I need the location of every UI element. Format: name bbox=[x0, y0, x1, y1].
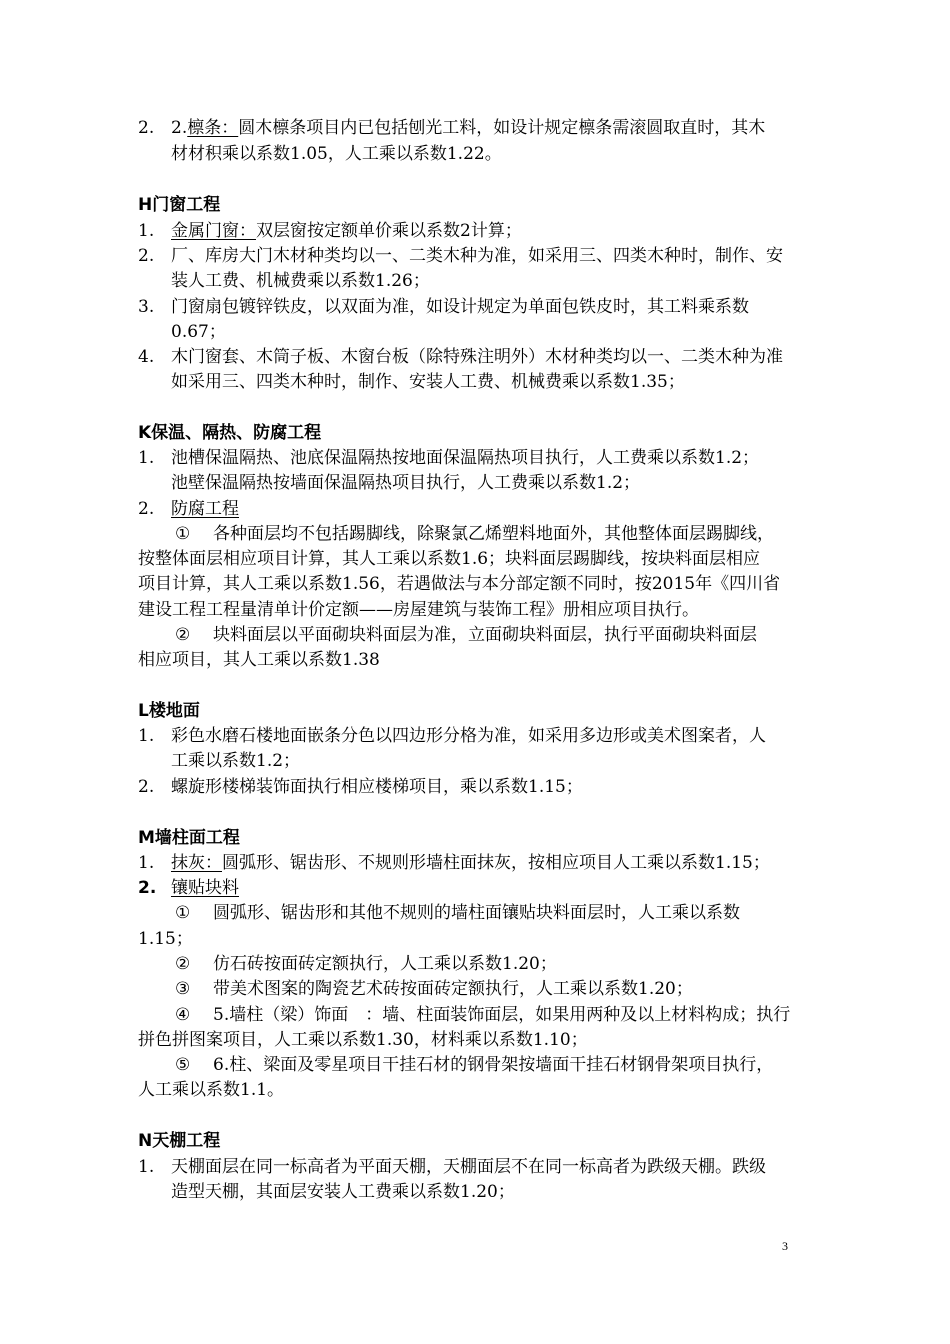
sub-item: 块料面层以平面砌块料面层为准，立面砌块料面层，执行平面砌块料面层 bbox=[213, 625, 757, 645]
section-heading: L楼地面 bbox=[138, 701, 200, 721]
item-continuation: 池壁保温隔热按墙面保温隔热项目执行，人工费乘以系数1.2； bbox=[171, 473, 641, 493]
item-continuation: 造型天棚，其面层安装人工费乘以系数1.20； bbox=[171, 1182, 515, 1202]
sub-item: 仿石砖按面砖定额执行，人工乘以系数1.20； bbox=[213, 954, 557, 974]
circled-marker: ⑤ bbox=[175, 1055, 191, 1075]
circled-marker: ① bbox=[175, 524, 191, 544]
item-continuation: 建设工程工程量清单计价定额——房屋建筑与装饰工程》册相应项目执行。 bbox=[138, 600, 699, 620]
item-continuation: 0.67； bbox=[171, 322, 226, 342]
list-item: 木门窗套、木筒子板、木窗台板（除特殊注明外）木材种类均以一、二类木种为准 bbox=[171, 347, 783, 367]
sub-item: 带美术图案的陶瓷艺术砖按面砖定额执行，人工乘以系数1.20； bbox=[213, 979, 693, 999]
page-number: 3 bbox=[782, 1239, 788, 1253]
underlined-term: 防腐工程 bbox=[171, 499, 239, 519]
circled-marker: ② bbox=[175, 954, 191, 974]
section-heading: H门窗工程 bbox=[138, 195, 221, 215]
section-heading: M墙柱面工程 bbox=[138, 828, 240, 848]
list-item bbox=[171, 497, 239, 522]
list-number: 2. bbox=[138, 777, 155, 797]
section-heading: K保温、隔热、防腐工程 bbox=[138, 423, 322, 443]
item-text: 双层窗按定额单价乘以系数2计算； bbox=[256, 221, 522, 241]
underlined-term: 金属门窗： bbox=[171, 221, 256, 241]
sub-item: 各种面层均不包括踢脚线，除聚氯乙烯塑料地面外，其他整体面层踢脚线， bbox=[213, 524, 774, 544]
underlined-term: 镶贴块料 bbox=[171, 878, 239, 898]
sub-item: 5.墙柱（梁）饰面 ：墙、柱面装饰面层，如果用两种及以上材料构成；执行 bbox=[213, 1005, 791, 1025]
list-item: 厂、库房大门木材种类均以一、二类木种为准，如采用三、四类木种时，制作、安 bbox=[171, 246, 783, 266]
list-item bbox=[171, 851, 770, 876]
item-text: 圆木檩条项目内已包括刨光工料，如设计规定檩条需滚圆取直时，其木 bbox=[238, 118, 766, 138]
sub-item: 圆弧形、锯齿形和其他不规则的墙柱面镶贴块料面层时，人工乘以系数 bbox=[213, 903, 740, 923]
sub-item: 6.柱、梁面及零星项目干挂石材的钢骨架按墙面干挂石材钢骨架项目执行， bbox=[213, 1055, 774, 1075]
item-continuation: 按整体面层相应项目计算，其人工乘以系数1.6；块料面层踢脚线，按块料面层相应 bbox=[138, 549, 761, 569]
list-item: 彩色水磨石楼地面嵌条分色以四边形分格为准，如采用多边形或美术图案者，人 bbox=[171, 726, 766, 746]
list-item: 螺旋形楼梯装饰面执行相应楼梯项目，乘以系数1.15； bbox=[171, 777, 583, 797]
item-prefix: 2. bbox=[171, 118, 188, 138]
list-number: 1. bbox=[138, 1157, 155, 1177]
list-item: 门窗扇包镀锌铁皮，以双面为准，如设计规定为单面包铁皮时，其工料乘系数 bbox=[171, 297, 749, 317]
list-item bbox=[171, 876, 239, 901]
circled-marker: ② bbox=[175, 625, 191, 645]
list-item: 天棚面层在同一标高者为平面天棚，天棚面层不在同一标高者为跌级天棚。跌级 bbox=[171, 1157, 766, 1177]
list-number: 1. bbox=[138, 221, 155, 241]
item-continuation: 工乘以系数1.2； bbox=[171, 751, 301, 771]
list-number: 2. bbox=[138, 878, 157, 898]
list-item bbox=[171, 219, 522, 244]
item-continuation: 材材积乘以系数1.05，人工乘以系数1.22。 bbox=[171, 144, 502, 164]
list-number: 4. bbox=[138, 347, 155, 367]
item-continuation: 人工乘以系数1.1。 bbox=[138, 1080, 285, 1100]
item-continuation: 项目计算，其人工乘以系数1.56，若遇做法与本分部定额不同时，按2015年《四川省 bbox=[138, 574, 781, 594]
underlined-term: 檩条： bbox=[187, 118, 239, 138]
item-continuation: 如采用三、四类木种时，制作、安装人工费、机械费乘以系数1.35； bbox=[171, 372, 685, 392]
list-number: 3. bbox=[138, 297, 155, 317]
list-number: 2. bbox=[138, 118, 155, 138]
list-number: 2. bbox=[138, 246, 155, 266]
list-item: 池槽保温隔热、池底保温隔热按地面保温隔热项目执行，人工费乘以系数1.2； bbox=[171, 448, 760, 468]
item-continuation: 相应项目，其人工乘以系数1.38 bbox=[138, 650, 380, 670]
list-number: 1. bbox=[138, 726, 155, 746]
item-text: 圆弧形、锯齿形、不规则形墙柱面抹灰，按相应项目人工乘以系数1.15； bbox=[222, 853, 770, 873]
list-number: 1. bbox=[138, 853, 155, 873]
list-item bbox=[171, 116, 765, 141]
item-continuation: 拼色拼图案项目，人工乘以系数1.30，材料乘以系数1.10； bbox=[138, 1030, 588, 1050]
circled-marker: ④ bbox=[175, 1005, 191, 1025]
circled-marker: ① bbox=[175, 903, 191, 923]
list-number: 1. bbox=[138, 448, 155, 468]
item-continuation: 装人工费、机械费乘以系数1.26； bbox=[171, 271, 430, 291]
item-continuation: 1.15； bbox=[138, 929, 193, 949]
circled-marker: ③ bbox=[175, 979, 191, 999]
section-heading: N天棚工程 bbox=[138, 1131, 221, 1151]
underlined-term: 抹灰： bbox=[171, 853, 222, 873]
list-number: 2. bbox=[138, 499, 155, 519]
